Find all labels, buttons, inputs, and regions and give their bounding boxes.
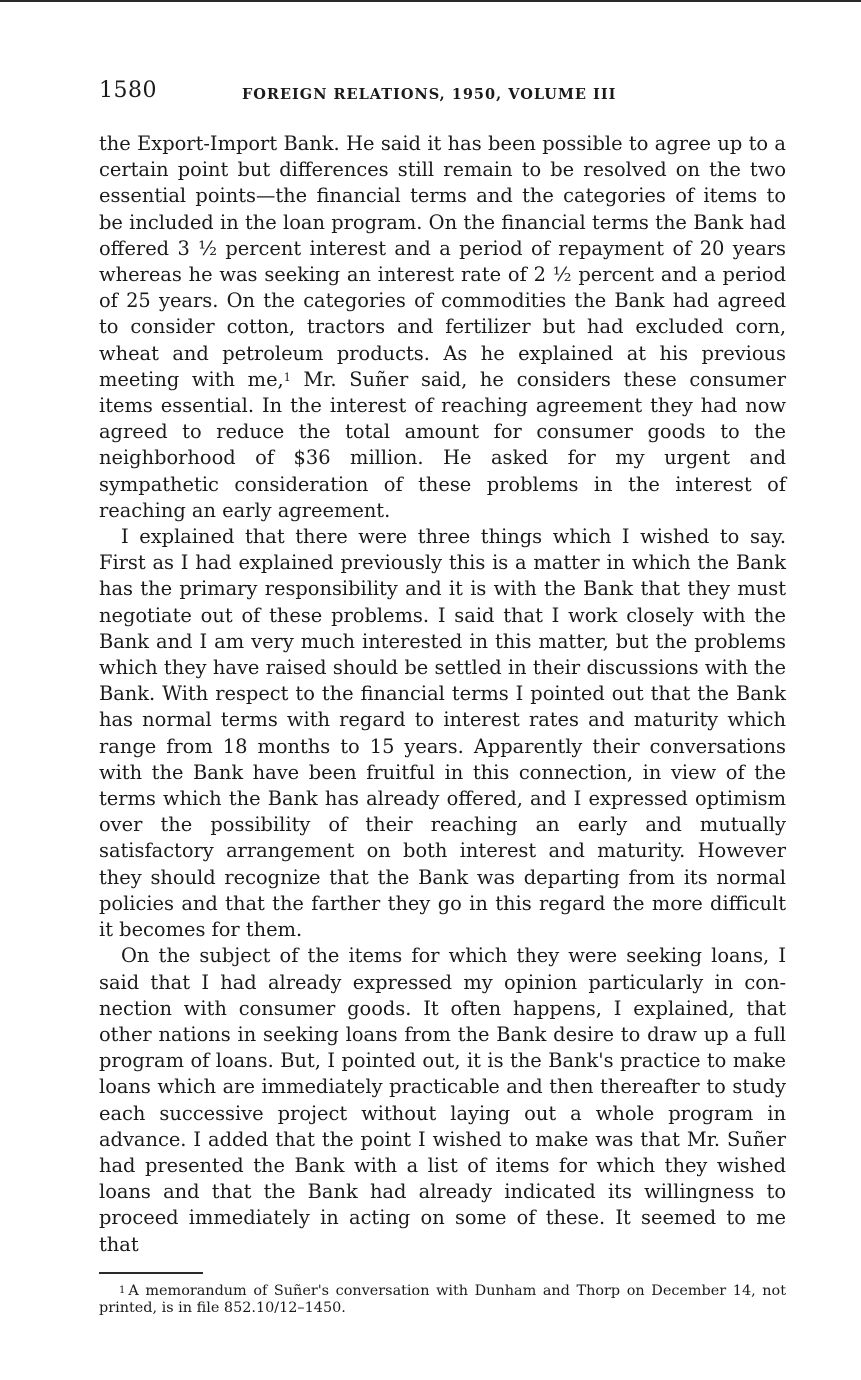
footnote-divider: [99, 1272, 203, 1274]
paragraph-1-text-b: Mr. Suñer said, he considers these consumer items essential. In the interest of reaching agreement they had now agreed to reduce the total amount for consumer goods to the neighborhood of $36 million. He asked for my urgent and sympathetic consideration of these problems in the interest of reaching an early agreement.: [99, 367, 786, 522]
footnote-text: A memorandum of Suñer's conversation with Dunham and Thorp on December 14, not printed, is in file 852.10/12–1450.: [99, 1282, 786, 1317]
document-page: [99, 78, 786, 1318]
footnote-reference[interactable]: 1: [283, 370, 291, 384]
header-title: FOREIGN RELATIONS, 1950, VOLUME III: [242, 86, 617, 103]
running-header: [99, 78, 786, 108]
footnote: [99, 1283, 786, 1318]
paragraph-1: [99, 131, 786, 524]
top-border-rule: [0, 0, 861, 2]
body-text: [99, 131, 786, 1258]
paragraph-2: I explained that there were three things which I wished to say. First as I had explained previously this is a matter in which the Bank has the primary responsibility and it is with the Bank that they must negotiate out of these problems. I said that I work closely with the Bank and I am very much interested in this matter, but the problems which they have raised should be settled in their discussions with the Bank. With respect to the financial terms I pointed out that the Bank has normal terms with regard to interest rates and maturity which range from 18 months to 15 years. Apparently their conversations with the Bank have been fruitful in this connection, in view of the terms which the Bank has already offered, and I expressed optimism over the possibility of their reaching an early and mutually satisfactory arrangement on both interest and maturity. However they should recognize that the Bank was departing from its normal policies and that the farther they go in this regard the more difficult it becomes for them.: [99, 525, 786, 942]
paragraph-3: On the subject of the items for which they were seeking loans, I said that I had already expressed my opinion particularly in connection with consumer goods. It often happens, I explained, that other nations in seeking loans from the Bank desire to draw up a full program of loans. But, I pointed out, it is the Bank's practice to make loans which are immediately practicable and then thereafter to study each successive project without laying out a whole program in advance. I added that the point I wished to make was that Mr. Suñer had presented the Bank with a list of items for which they wished loans and that the Bank had already indicated its willingness to proceed immediately in acting on some of these. It seemed to me that: [99, 944, 786, 1256]
footnote-number: 1: [119, 1284, 126, 1296]
page-number: 1580: [99, 78, 157, 103]
paragraph-1-text-a: the Export-Import Bank. He said it has been possible to agree up to a certain point but differences still remain to be resolved on the two essential points—the financial terms and the categories of items to be included in the loan program. On the financial terms the Bank had offered 3 ½ percent interest and a period of repayment of 20 years whereas he was seeking an interest rate of 2 ½ percent and a period of 25 years. On the categories of commodities the Bank had agreed to consider cotton, tractors and fertilizer but had excluded corn, wheat and petroleum products. As he explained at his previous meeting with me,: [99, 132, 786, 391]
